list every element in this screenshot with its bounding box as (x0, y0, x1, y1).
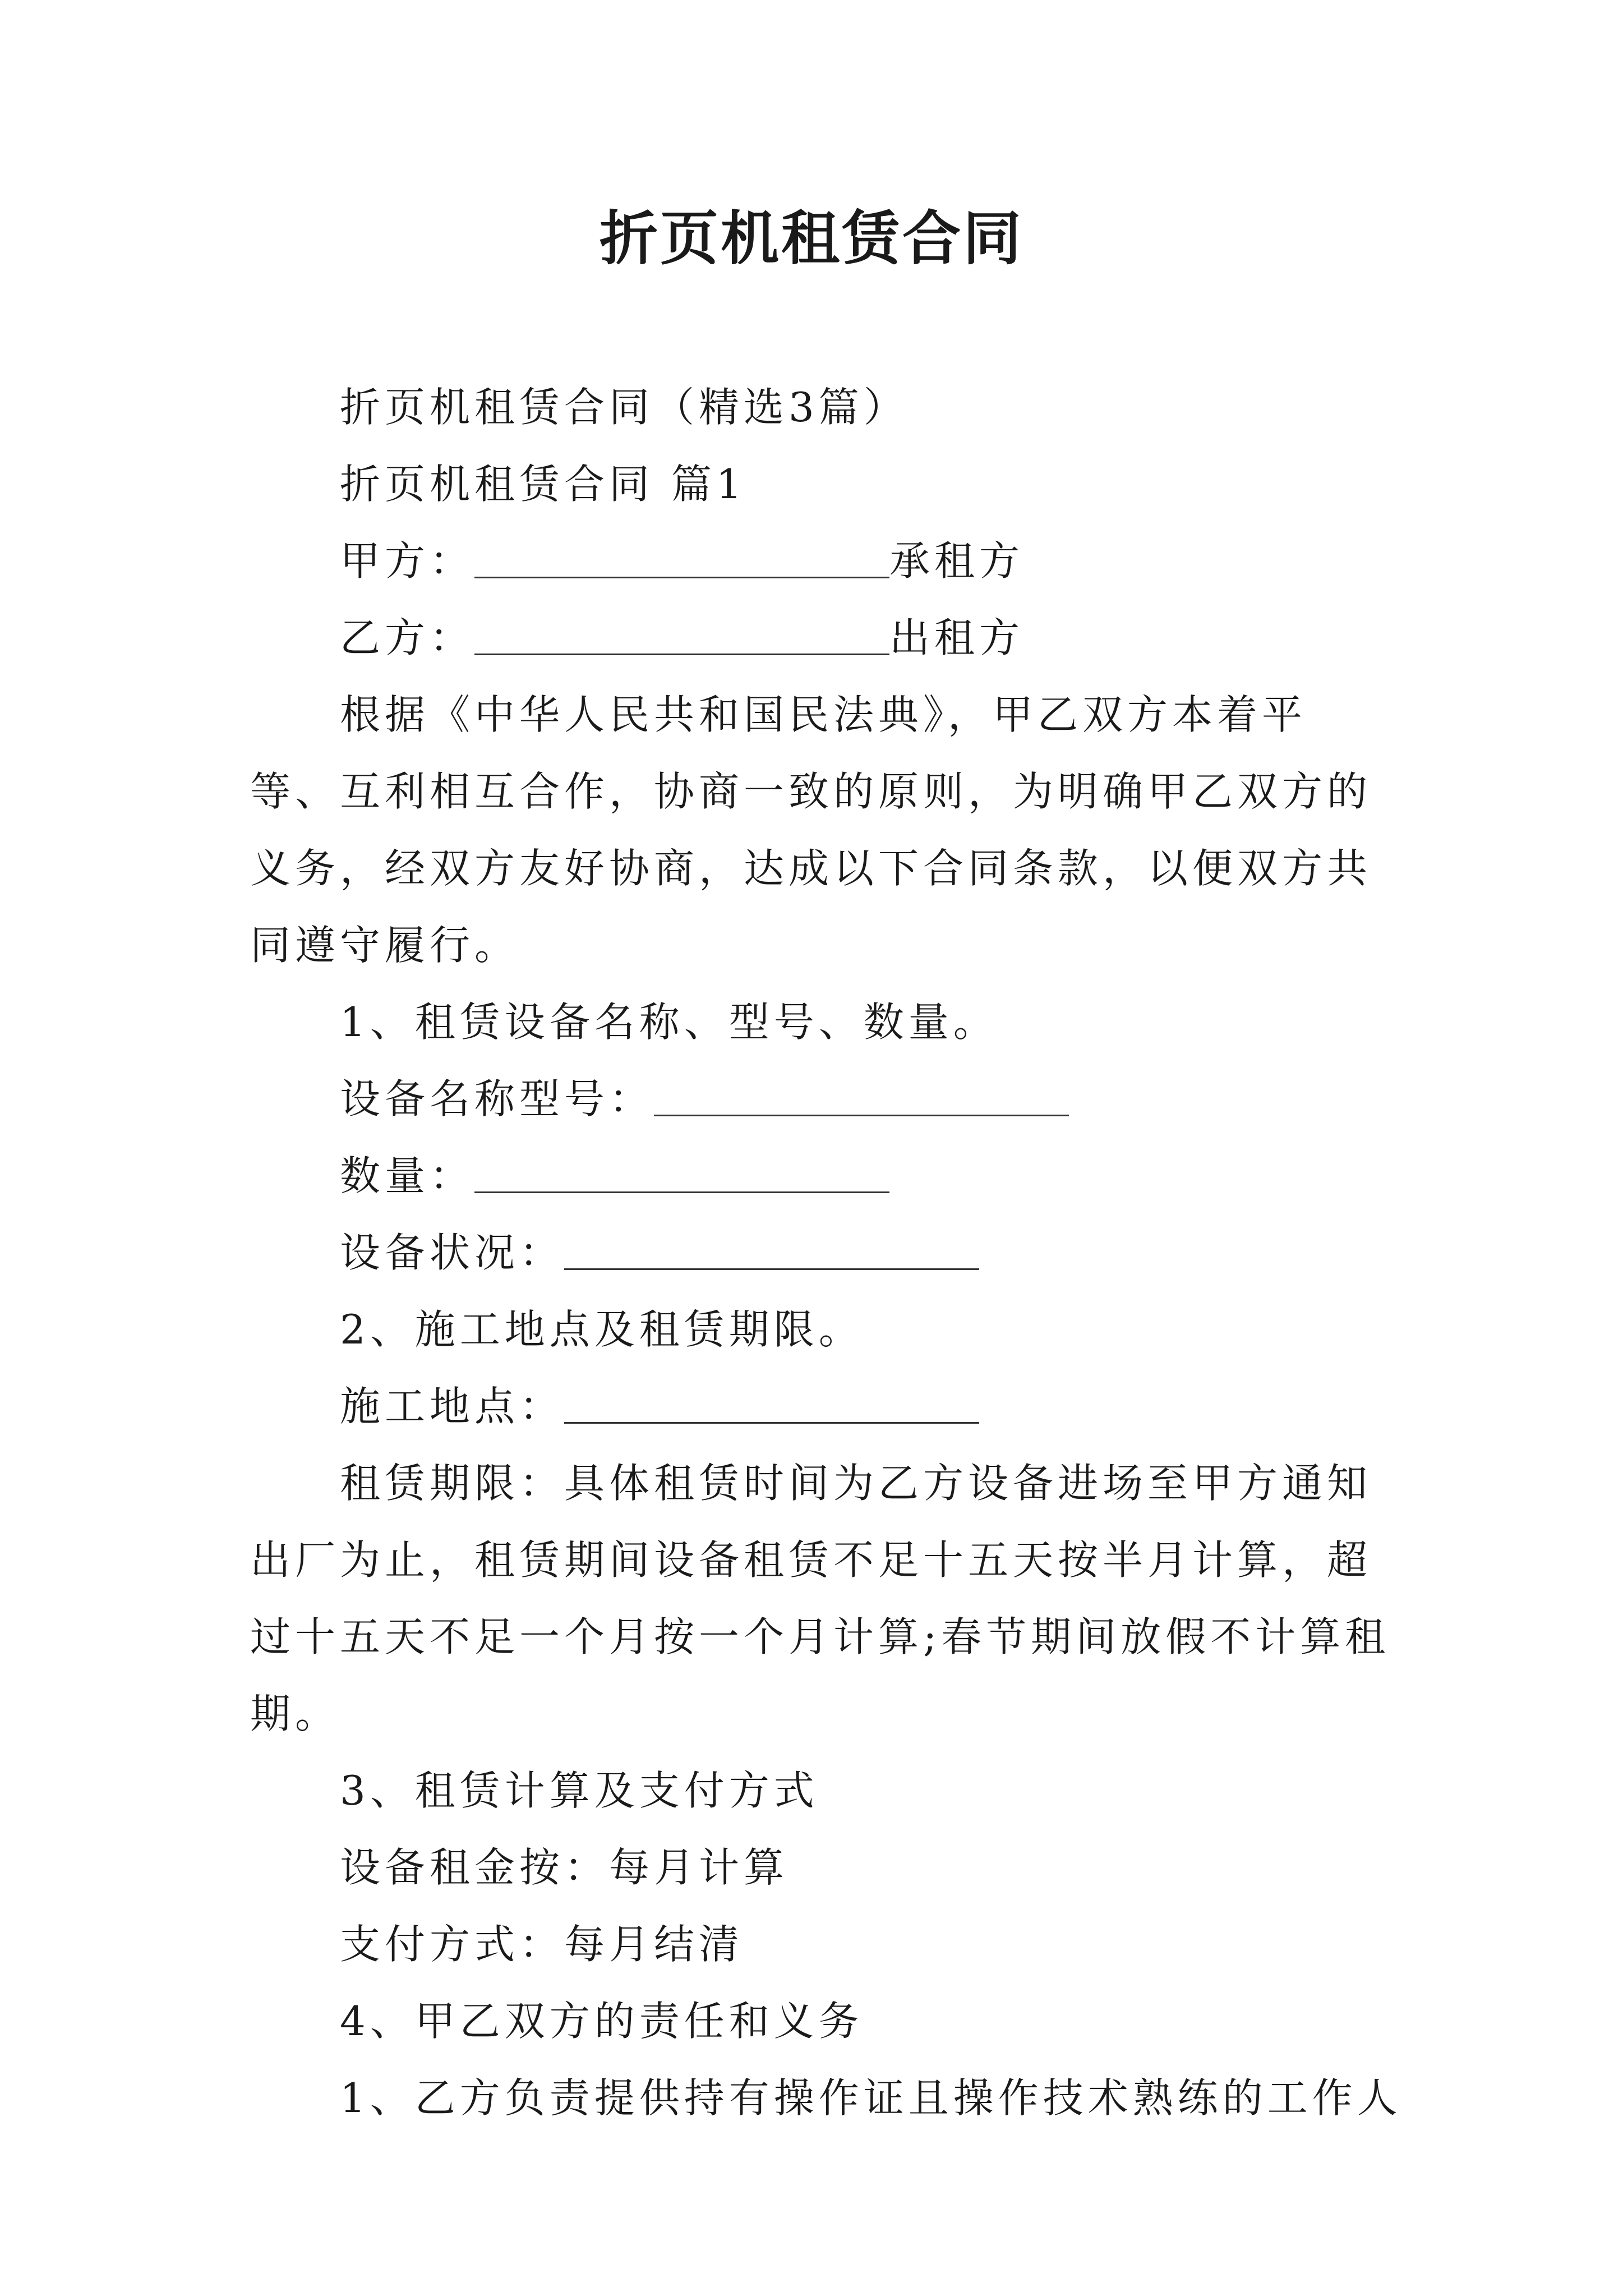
preamble-paragraph: 根据《中华人民共和国民法典》，甲乙双方本着平等、互利相互合作，协商一致的原则，为明确甲乙双方的义务，经双方友好协商，达成以下合同条款，以便双方共同遵守履行。 (250, 691, 1372, 969)
equipment-model-blank (654, 1070, 1069, 1116)
clause2-heading: 2、施工地点及租赁期限。 (340, 1306, 864, 1353)
party-a-line (250, 523, 1394, 600)
clause4-heading: 4、甲乙双方的责任和义务 (340, 1998, 864, 2045)
party-b-role: 出租方 (889, 614, 1025, 661)
site-label: 施工地点： (340, 1383, 565, 1430)
party-a-blank (474, 532, 889, 578)
equipment-status-label: 设备状况： (340, 1229, 565, 1276)
document-title: 折页机租赁合同 (599, 204, 1023, 273)
equipment-status-blank (564, 1223, 979, 1270)
section-heading: 折页机租赁合同 篇1 (340, 461, 746, 508)
site-blank (564, 1377, 979, 1424)
party-b-line (250, 600, 1394, 677)
party-a-label: 甲方： (340, 537, 475, 585)
equipment-model-line (250, 1061, 1394, 1138)
payment-method: 支付方式：每月结清 (340, 1921, 744, 1968)
quantity-label: 数量： (340, 1152, 475, 1199)
rent-basis: 设备租金按：每月计算 (340, 1844, 789, 1891)
quantity-blank (474, 1147, 889, 1193)
subtitle: 折页机租赁合同（精选3篇） (340, 384, 909, 431)
clause1-heading: 1、租赁设备名称、型号、数量。 (340, 999, 998, 1046)
party-b-label: 乙方： (340, 614, 475, 661)
equipment-status-line (250, 1214, 1394, 1291)
quantity-line (250, 1138, 1394, 1214)
equipment-model-label: 设备名称型号： (340, 1075, 654, 1122)
party-a-role: 承租方 (889, 537, 1025, 585)
duty-1: 1、乙方负责提供持有操作证且操作技术熟练的工作人 (340, 2074, 1402, 2122)
lease-term-paragraph: 租赁期限：具体租赁时间为乙方设备进场至甲方通知出厂为止，租赁期间设备租赁不足十五天按半月计算，超过十五天不足一个月按一个月计算;春节期间放假不计算租期。 (250, 1460, 1390, 1737)
document-body (250, 369, 1402, 2137)
site-line (250, 1368, 1394, 1445)
clause3-heading: 3、租赁计算及支付方式 (340, 1767, 819, 1814)
party-b-blank (474, 609, 889, 655)
